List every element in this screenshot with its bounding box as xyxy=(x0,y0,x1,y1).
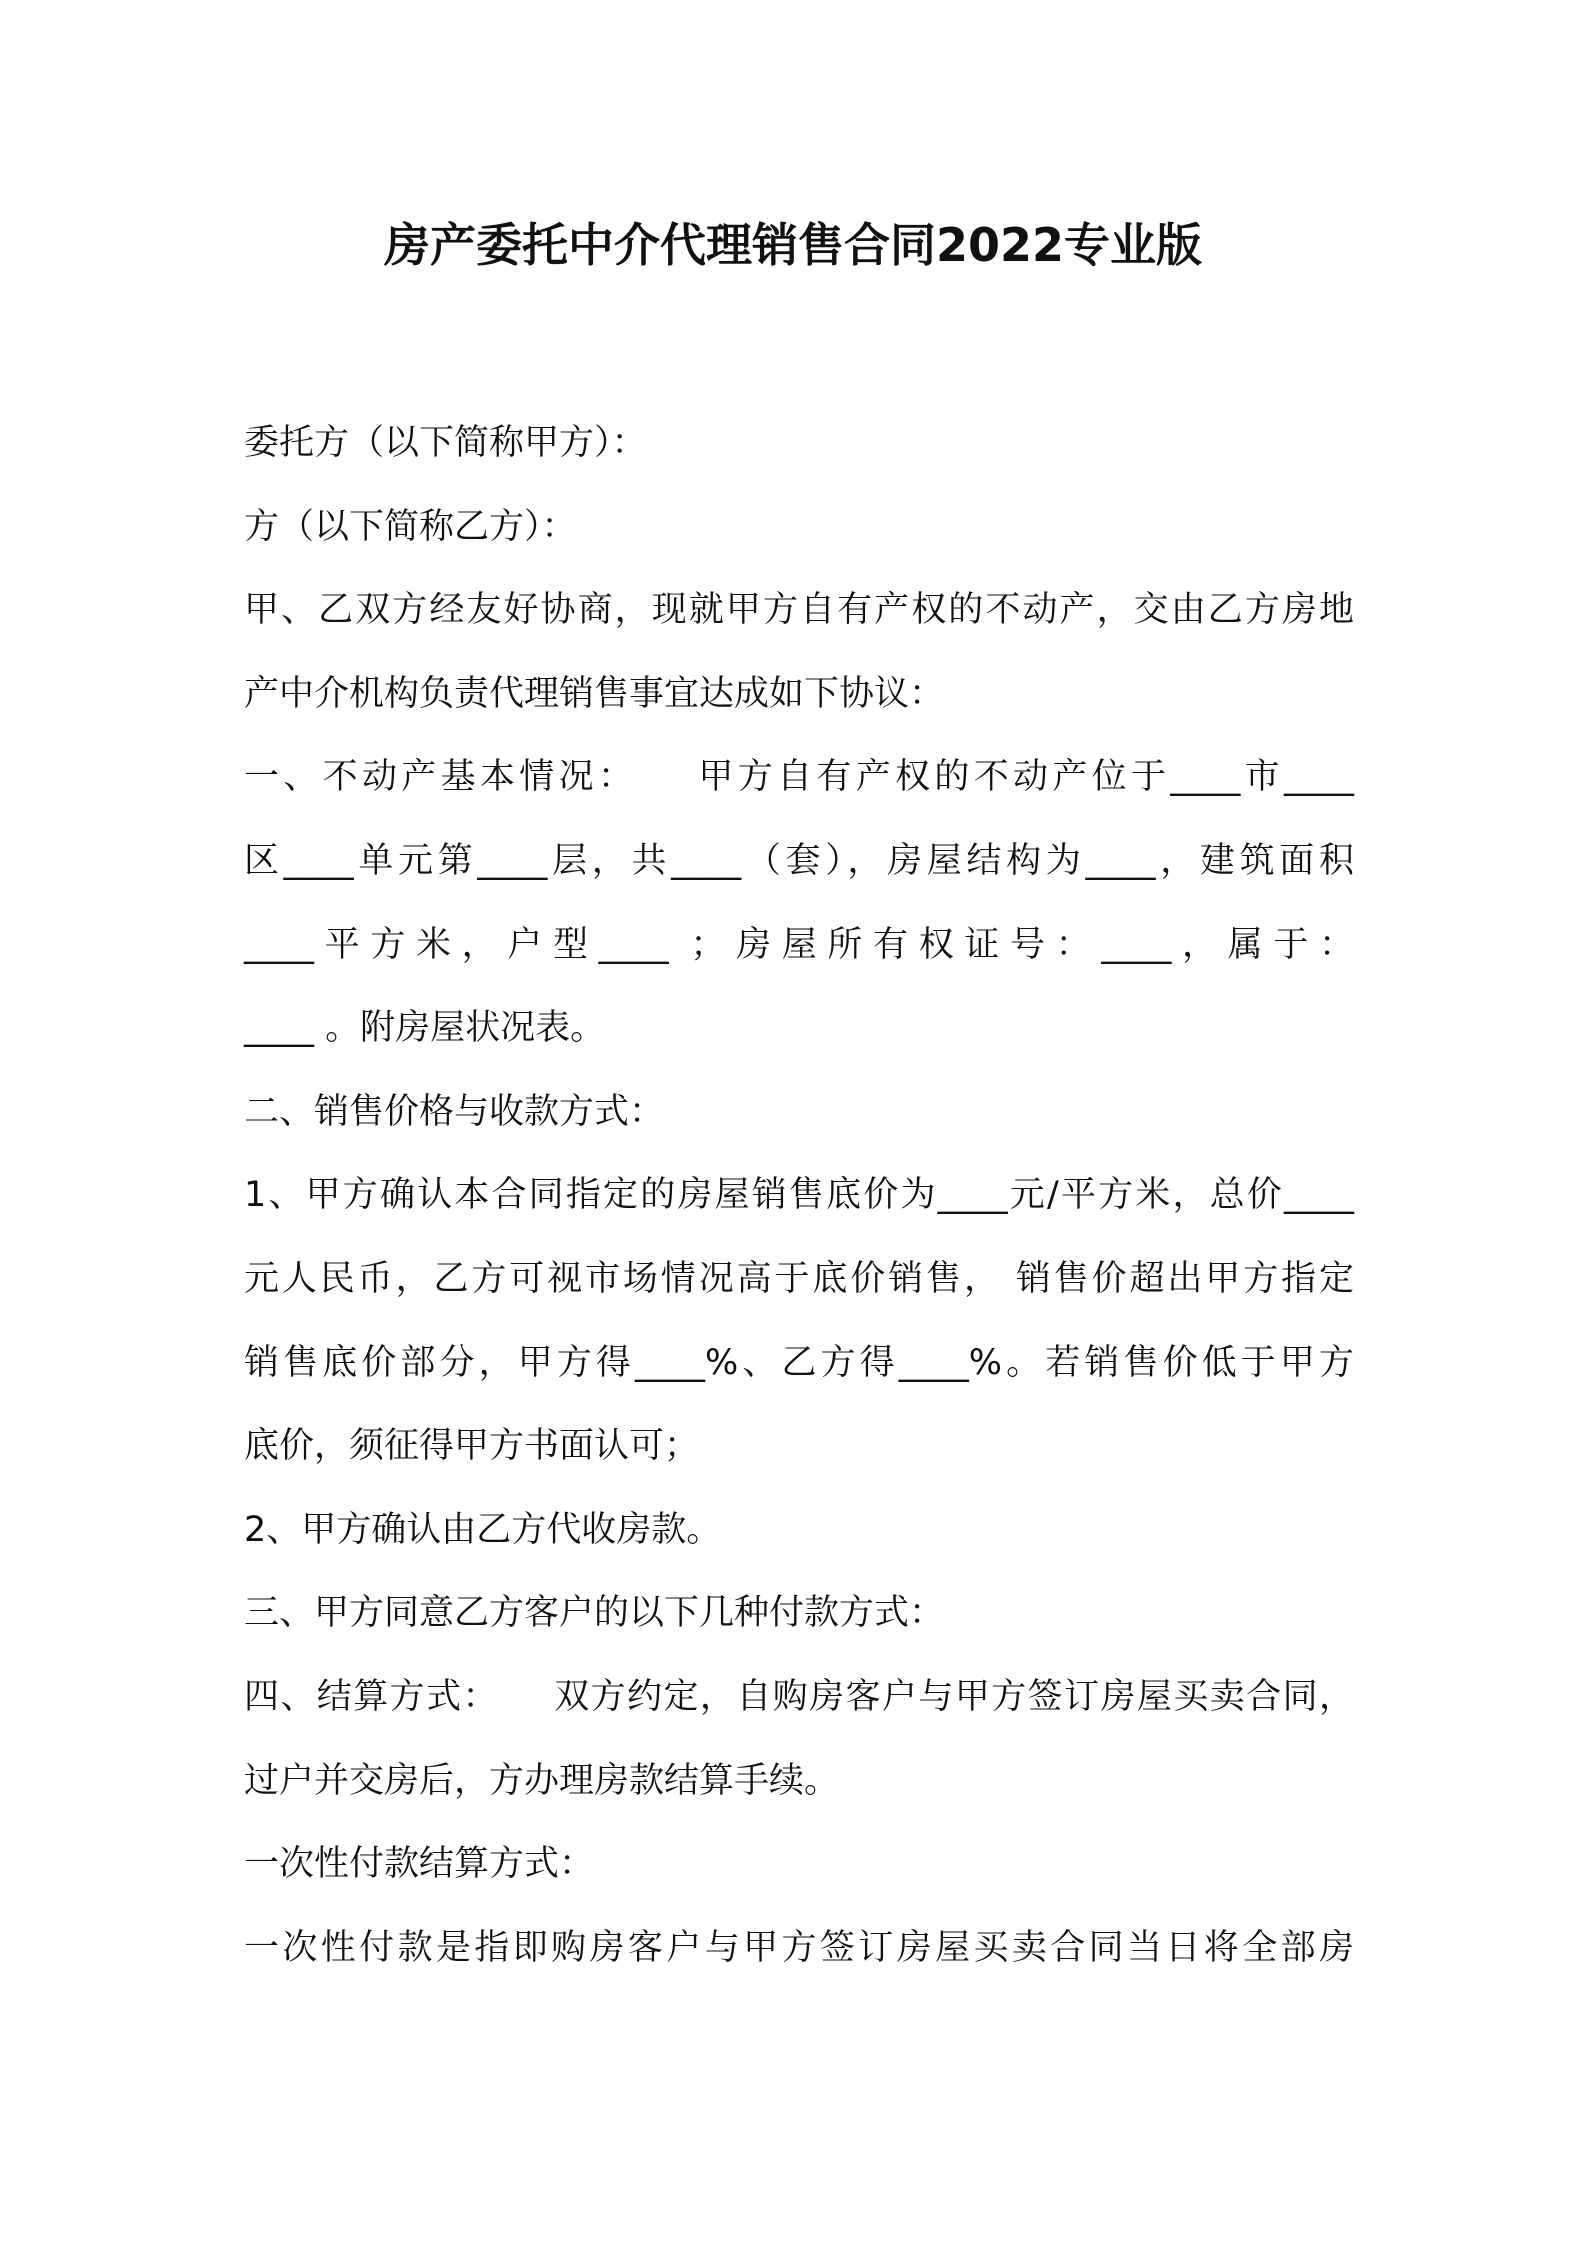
text-line-section-1-cont-3: ____ 。附房屋状况表。 xyxy=(244,1008,606,1049)
text-line-section-4-heading: 四、结算方式： 双方约定，自购房客户与甲方签订房屋买卖合同， xyxy=(244,1676,1354,1717)
text-line-section-3-heading: 三、甲方同意乙方客户的以下几种付款方式： xyxy=(244,1593,945,1634)
text-line-lump-sum-heading: 一次性付款结算方式： xyxy=(244,1844,595,1885)
document-title: 房产委托中介代理销售合同2022专业版 xyxy=(383,218,1203,272)
text-line-section-1-heading: 一、不动产基本情况： 甲方自有产权的不动产位于____市____ xyxy=(244,757,1354,798)
text-line-section-1-cont-2: ____平方米，户型____ ；房屋所有权证号：____，属于： xyxy=(244,924,1354,965)
text-line-section-1-cont-1: 区____单元第____层，共____（套），房屋结构为____，建筑面积 xyxy=(244,840,1354,881)
text-line-clause-2-1: 1、甲方确认本合同指定的房屋销售底价为____元/平方米，总价____ xyxy=(244,1175,1354,1216)
text-line-delegator: 委托方（以下简称甲方）： xyxy=(244,423,647,463)
text-line-clause-2-1-cont-3: 底价，须征得甲方书面认可； xyxy=(244,1426,700,1467)
text-line-preamble-1: 甲、乙双方经友好协商，现就甲方自有产权的不动产，交由乙方房地 xyxy=(244,590,1354,631)
text-line-preamble-2: 产中介机构负责代理销售事宜达成如下协议： xyxy=(244,673,945,714)
text-line-lump-sum-definition: 一次性付款是指即购房客户与甲方签订房屋买卖合同当日将全部房 xyxy=(244,1927,1354,1968)
text-line-clause-2-2: 2、甲方确认由乙方代收房款。 xyxy=(244,1509,722,1550)
text-line-section-4-cont: 过户并交房后，方办理房款结算手续。 xyxy=(244,1760,840,1801)
text-line-clause-2-1-cont-1: 元人民币，乙方可视市场情况高于底价销售， 销售价超出甲方指定 xyxy=(244,1258,1354,1299)
text-line-agent: 方（以下简称乙方）： xyxy=(244,506,577,547)
document-body xyxy=(244,402,1354,1990)
text-line-section-2-heading: 二、销售价格与收款方式： xyxy=(244,1091,665,1132)
text-line-clause-2-1-cont-2: 销售底价部分，甲方得____%、乙方得____%。若销售价低于甲方 xyxy=(244,1342,1354,1383)
